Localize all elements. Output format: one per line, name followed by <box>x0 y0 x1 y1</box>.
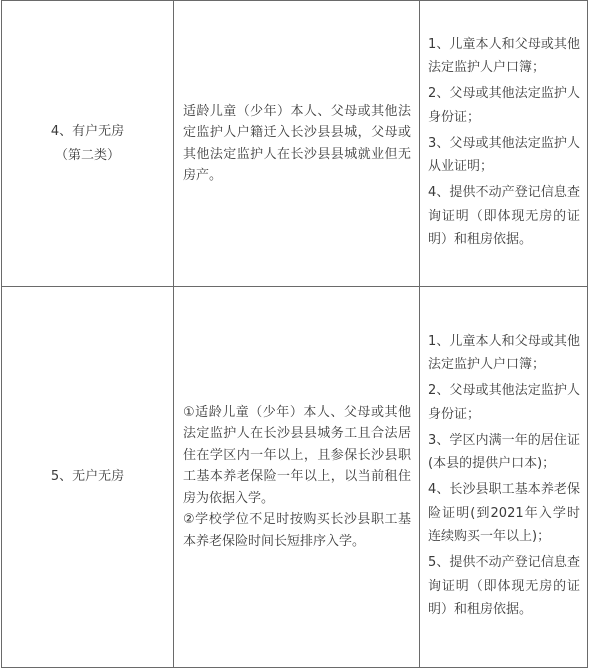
document-item: 3、父母或其他法定监护人从业证明； <box>428 135 580 175</box>
condition-cell <box>174 287 420 668</box>
document-item: 2、父母或其他法定监护人身份证； <box>428 86 580 125</box>
condition-text: ②学校学位不足时按购买长沙县职工基本养老保险时间长短排序入学。 <box>183 512 411 549</box>
category-subtype: （第二类） <box>54 147 120 163</box>
documents-cell <box>420 1 588 287</box>
category-label: 5、无户无房 <box>50 469 125 484</box>
document-item: 1、儿童本人和父母或其他法定监护人户口簿； <box>428 333 580 373</box>
documents-cell <box>420 287 588 668</box>
table-row <box>2 287 588 668</box>
condition-cell <box>174 1 420 287</box>
document-item: 1、儿童本人和父母或其他法定监护人户口簿； <box>428 36 580 76</box>
document-item: 5、提供不动产登记信息查询证明（即体现无房的证明）和租房依据。 <box>428 555 580 618</box>
condition-text: 适龄儿童（少年）本人、父母或其他法定监护人户籍迁入长沙县县城，父母或其他法定监护人在长沙县县城就业但无房产。 <box>183 103 411 183</box>
document-item: 4、长沙县职工基本养老保险证明(到2021年入学时连续购买一年以上)； <box>428 482 580 545</box>
category-cell <box>2 1 174 287</box>
document-item: 3、学区内满一年的居住证(本县的提供户口本)； <box>428 432 580 472</box>
enrollment-policy-table <box>1 0 588 668</box>
category-cell <box>2 287 174 668</box>
document-item: 4、提供不动产登记信息查询证明（即体现无房的证明）和租房依据。 <box>428 185 580 248</box>
document-item: 2、父母或其他法定监护人身份证； <box>428 383 580 422</box>
condition-text: ①适龄儿童（少年）本人、父母或其他法定监护人在长沙县县城务工且合法居住在学区内一年以上，且参保长沙县职工基本养老保险一年以上，以当前租住房为依据入学。 <box>183 404 411 506</box>
category-label: 4、有户无房 <box>50 123 125 139</box>
table-row <box>2 1 588 287</box>
